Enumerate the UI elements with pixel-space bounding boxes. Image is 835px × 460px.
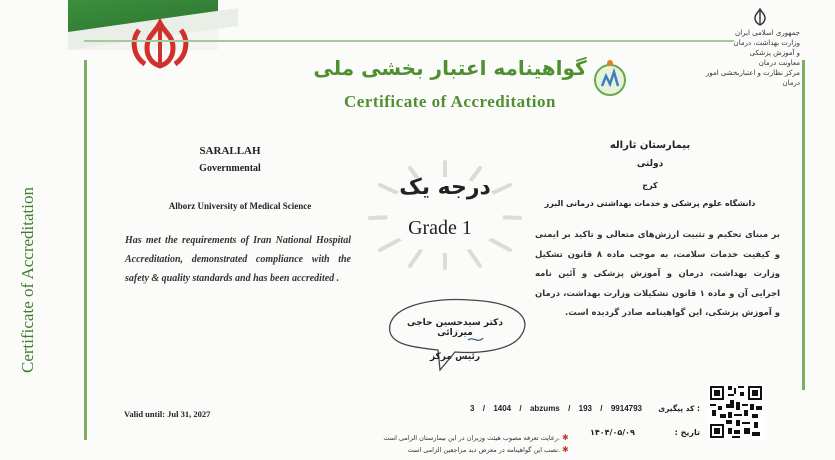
ministry-line: معاونت درمان: [758, 59, 800, 67]
ministry-line: وزارت بهداشت، درمان: [733, 39, 800, 47]
side-vertical-title: Certificate of Accreditation: [18, 187, 37, 373]
title-english: Certificate of Accreditation: [344, 92, 556, 111]
hospital-type-en: Governmental: [199, 163, 261, 174]
grade-persian: درجه یک: [399, 175, 491, 200]
footer-note-2: نصب این گواهینامه در معرض دید مراجعین الزامی است.: [407, 446, 560, 454]
grade-english: Grade 1: [408, 217, 472, 239]
tracking-part: /: [600, 404, 603, 413]
iran-emblem-icon: [125, 18, 195, 77]
tracking-code-label: کد پیگیری :: [658, 404, 700, 413]
right-border: [802, 60, 805, 390]
university-fa: دانشگاه علوم پزشکی و خدمات بهداشتی درمانی البرز: [544, 199, 756, 208]
hospital-city-fa: کرج: [642, 181, 658, 190]
date-label: تاریخ :: [674, 428, 700, 437]
valid-until: Valid until: Jul 31, 2027: [124, 409, 211, 419]
left-border: [84, 60, 87, 440]
ministry-line: مرکز نظارت و اعتباربخشی امور درمان: [706, 69, 800, 87]
tracking-part: abzums: [529, 404, 560, 413]
date-value: ۱۴۰۴/۰۵/۰۹: [590, 428, 635, 437]
accreditation-logo-icon: [592, 58, 628, 102]
tracking-part: /: [568, 404, 571, 413]
signatory-name: دکتر سیدحسین حاجی میرزائی: [407, 318, 503, 338]
tracking-part: 9914793: [610, 404, 642, 413]
footer-note-1: رعایت تعرفه مصوب هیئت وزیران در این بیمارستان الزامی است.: [383, 434, 560, 442]
tracking-part: /: [519, 404, 522, 413]
issue-date: [590, 428, 700, 437]
hospital-type-fa: دولتی: [636, 159, 664, 169]
ministry-line: و آموزش پزشکی: [749, 49, 800, 57]
university-en: Alborz University of Medical Science: [168, 201, 312, 211]
signatory-title: رئیس مرکز: [429, 352, 481, 362]
title-persian: گواهینامه اعتبار بخشی ملی: [313, 56, 587, 80]
body-text-fa: بر مبنای تحکیم و تثبیت ارزش‌های متعالی و تاکید بر ایمنی و کیفیت خدمات سلامت، به موجب ماده ۸ قانون تشکیل وزارت بهداشت، درمان و آموزش پزشکی و آئین نامه اجرایی آن و ماده ۱ قانون تشکیلات وزارت بهداشت، درمان و آموزش پزشکی، این گواهینامه صادر گردیده است.: [535, 230, 781, 318]
note-star-icon: ✱: [562, 433, 569, 442]
ministry-header: [690, 8, 800, 88]
note-star-icon: ✱: [562, 445, 569, 454]
ministry-line: جمهوری اسلامی ایران: [735, 29, 800, 37]
tracking-part: 3: [470, 404, 475, 413]
hospital-name-en: SARALLAH: [199, 145, 261, 157]
tracking-part: /: [482, 404, 485, 413]
qr-code-icon: [708, 384, 764, 440]
tracking-part: 193: [578, 404, 592, 413]
tracking-code: [470, 404, 642, 413]
top-border: [84, 40, 734, 42]
tracking-part: 1404: [493, 404, 512, 413]
ministry-emblem-icon: [750, 8, 770, 26]
hospital-name-fa: بیمارستان ثاراله: [609, 140, 691, 151]
body-text-en: Has met the requirements of Iran National Hospital Accreditation, demonstrated compliance with the safety & quality standards and has been accredited .: [125, 235, 351, 284]
